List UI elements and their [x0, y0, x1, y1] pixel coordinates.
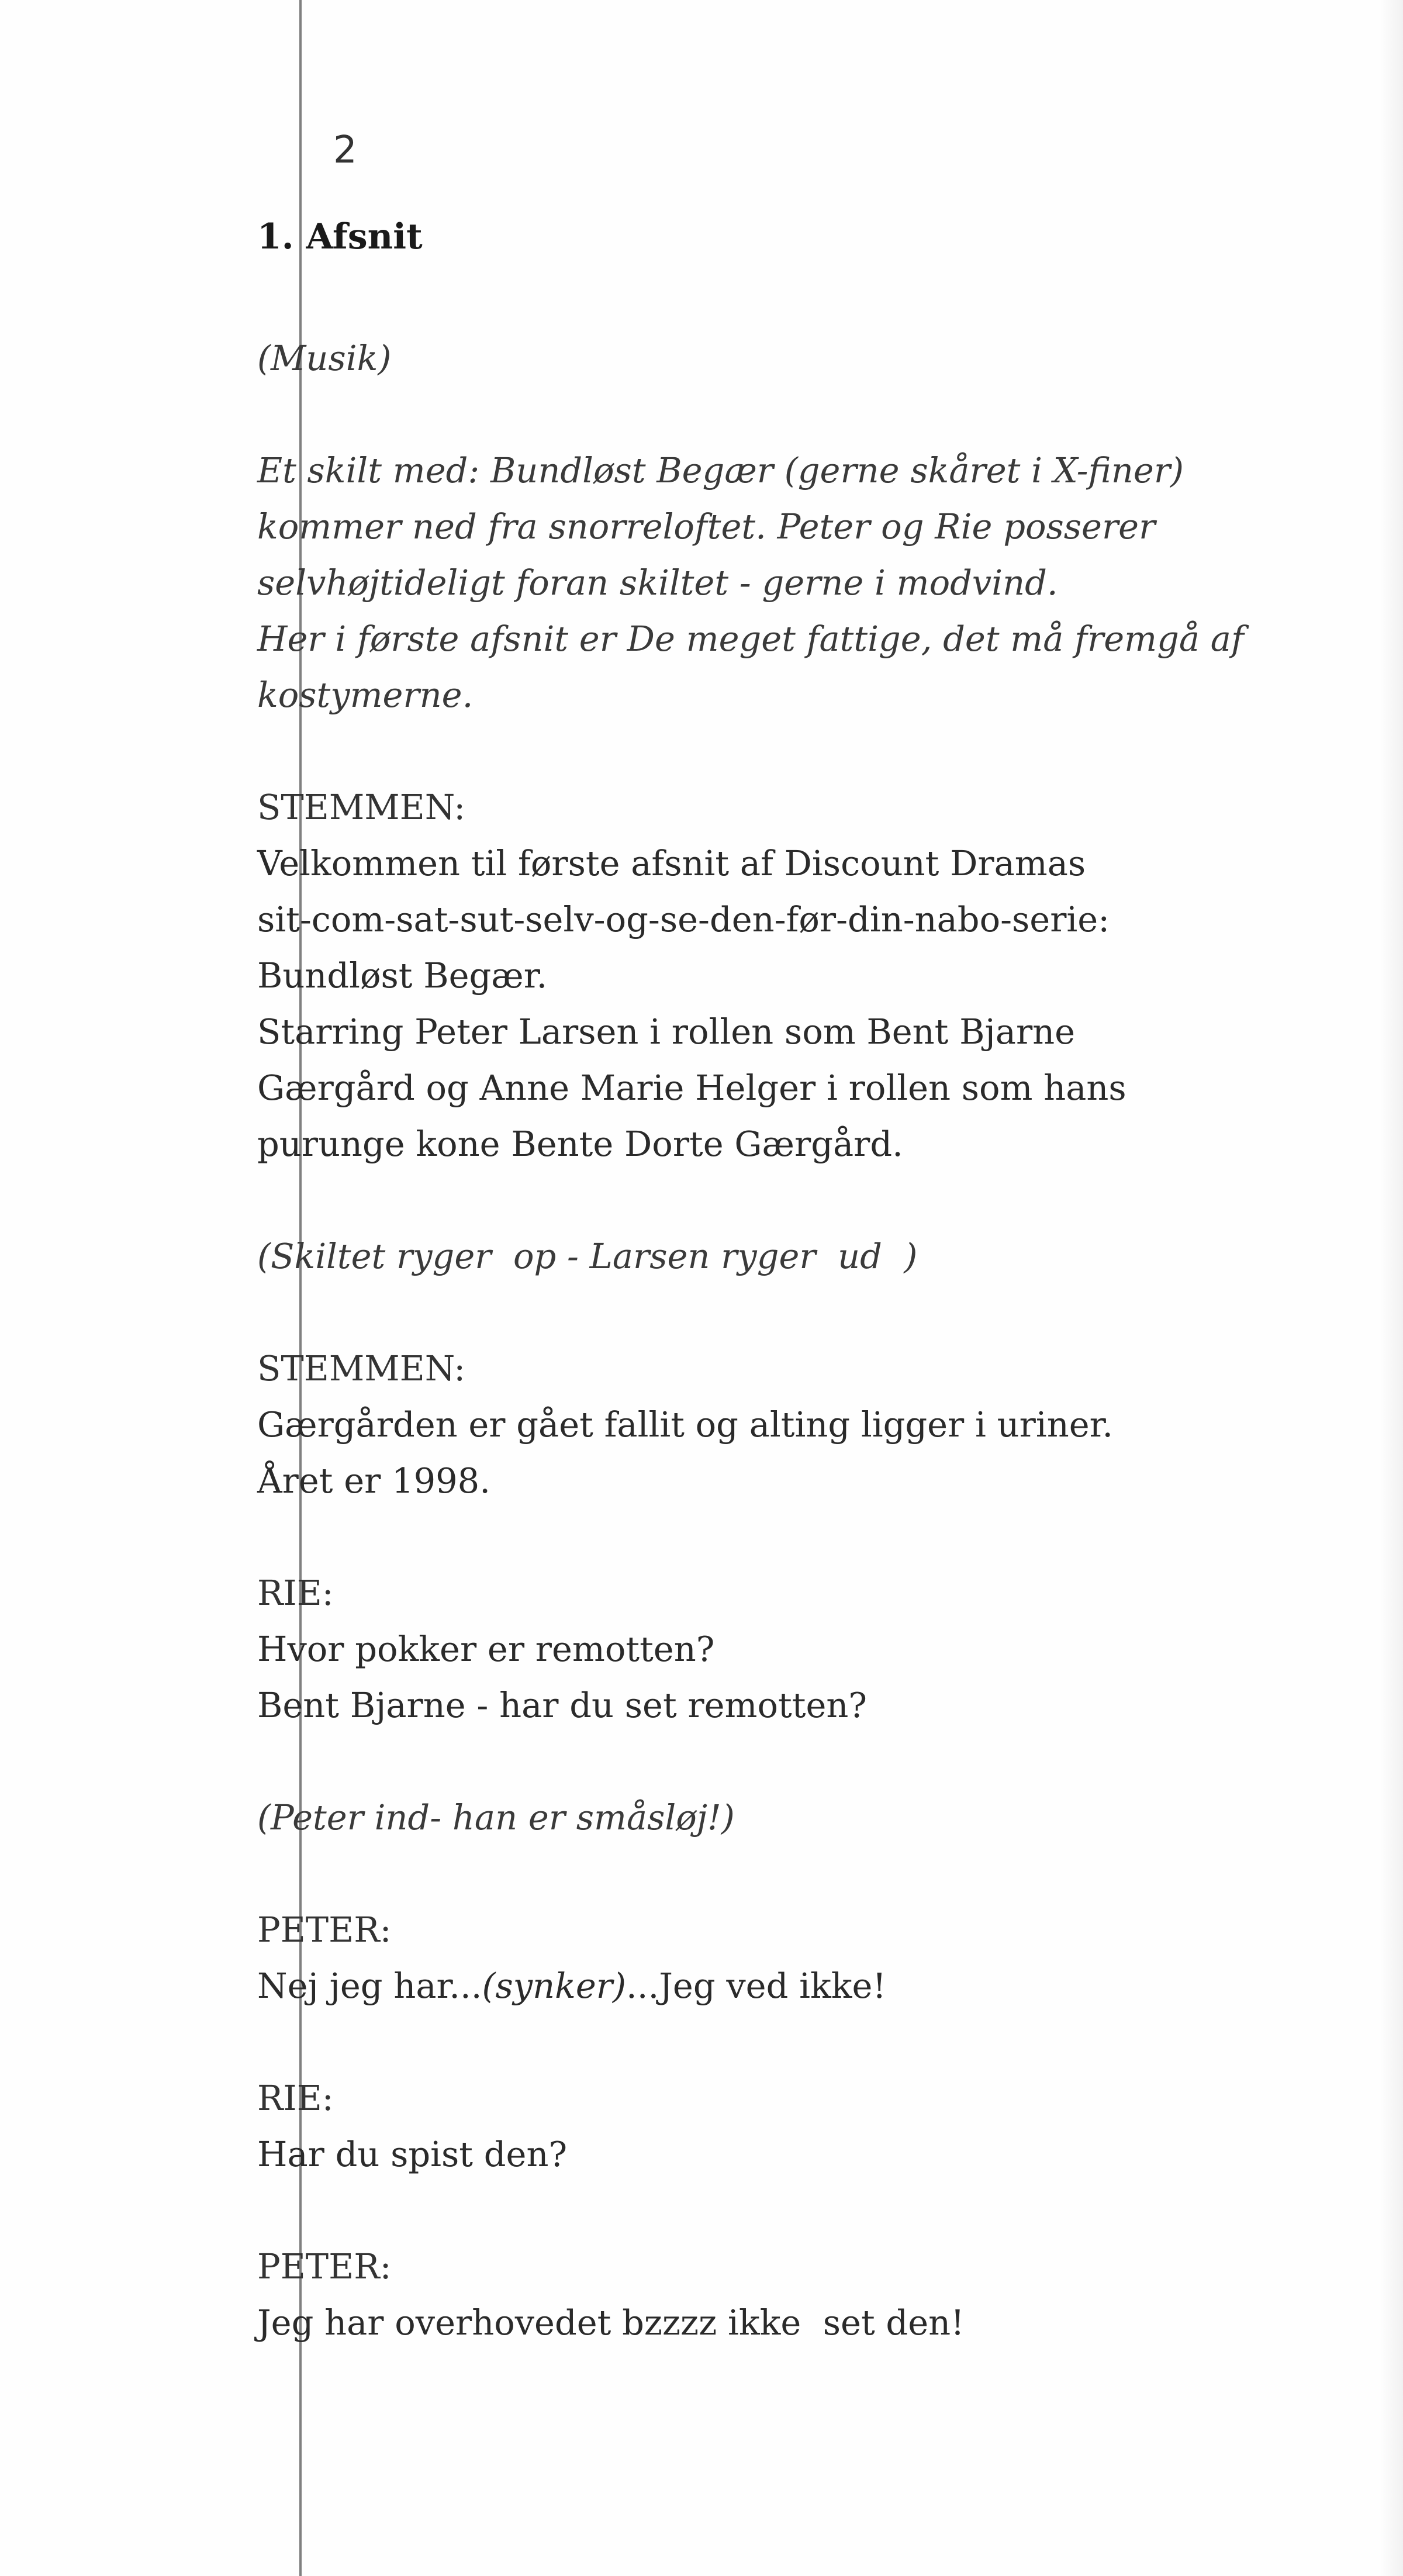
dialogue-line: Gærgård og Anne Marie Helger i rollen som hans: [257, 1068, 1126, 1108]
speaker-name: PETER:: [257, 2246, 392, 2287]
dialogue-block-rie-1: [257, 1565, 1298, 1734]
stage-direction: (Skiltet ryger op - Larsen ryger ud ): [257, 1236, 918, 1276]
dialogue-line: Velkommen til første afsnit af Discount Dramas: [257, 843, 1086, 883]
dialogue-line: sit-com-sat-sut-selv-og-se-den-før-din-nabo-serie:: [257, 899, 1110, 940]
speaker-name: STEMMEN:: [257, 787, 466, 827]
episode-heading: 1. Afsnit: [257, 216, 423, 257]
stage-direction-line: kommer ned fra snorreloftet. Peter og Rie posserer: [257, 506, 1156, 547]
stage-direction-line: selvhøjtideligt foran skiltet - gerne i modvind.: [257, 562, 1058, 603]
dialogue-line: Bundløst Begær.: [257, 955, 548, 996]
speaker-name: PETER:: [257, 1909, 392, 1950]
dialogue-block-peter-1: [257, 1902, 1298, 2014]
stage-direction-line: kostymerne.: [257, 675, 474, 715]
dialogue-line: Bent Bjarne - har du set remotten?: [257, 1685, 867, 1725]
speaker-name: RIE:: [257, 2078, 334, 2118]
dialogue-line: Hvor pokker er remotten?: [257, 1629, 715, 1669]
dialogue-block-stemmen-1: [257, 779, 1298, 1172]
speaker-name: RIE:: [257, 1573, 334, 1613]
dialogue-line: [257, 1958, 1298, 2014]
dialogue-line: Året er 1998.: [257, 1460, 490, 1501]
stage-direction-line: Et skilt med: Bundløst Begær (gerne skåret i X-finer): [257, 450, 1184, 491]
dialogue-text: ...Jeg ved ikke!: [626, 1966, 887, 2006]
dialogue-line: Har du spist den?: [257, 2134, 568, 2174]
speaker-name: STEMMEN:: [257, 1348, 466, 1389]
dialogue-block-rie-2: [257, 2070, 1298, 2183]
stage-direction: (Musik): [257, 338, 392, 378]
opening-direction-block: [257, 443, 1298, 723]
dialogue-text: Nej jeg har...: [257, 1966, 482, 2006]
music-direction-block: [257, 330, 1298, 386]
dialogue-block-stemmen-2: [257, 1341, 1298, 1509]
dialogue-block-peter-2: [257, 2239, 1298, 2351]
direction-block-3: [257, 1790, 1298, 1846]
stage-direction-line: Her i første afsnit er De meget fattige, det må fremgå af: [257, 619, 1244, 659]
inline-stage-direction: (synker): [482, 1966, 626, 2006]
stage-direction: (Peter ind- han er småsløj!): [257, 1797, 735, 1838]
dialogue-line: Jeg har overhovedet bzzzz ikke set den!: [257, 2302, 965, 2343]
script-content: [257, 210, 1298, 2407]
page-number: 2: [333, 129, 357, 172]
direction-block-2: [257, 1228, 1298, 1284]
dialogue-line: Starring Peter Larsen i rollen som Bent Bjarne: [257, 1011, 1076, 1052]
dialogue-line: purunge kone Bente Dorte Gærgård.: [257, 1124, 903, 1164]
page-edge-shadow: [1380, 0, 1403, 2576]
dialogue-line: Gærgården er gået fallit og alting ligger i uriner.: [257, 1404, 1114, 1445]
